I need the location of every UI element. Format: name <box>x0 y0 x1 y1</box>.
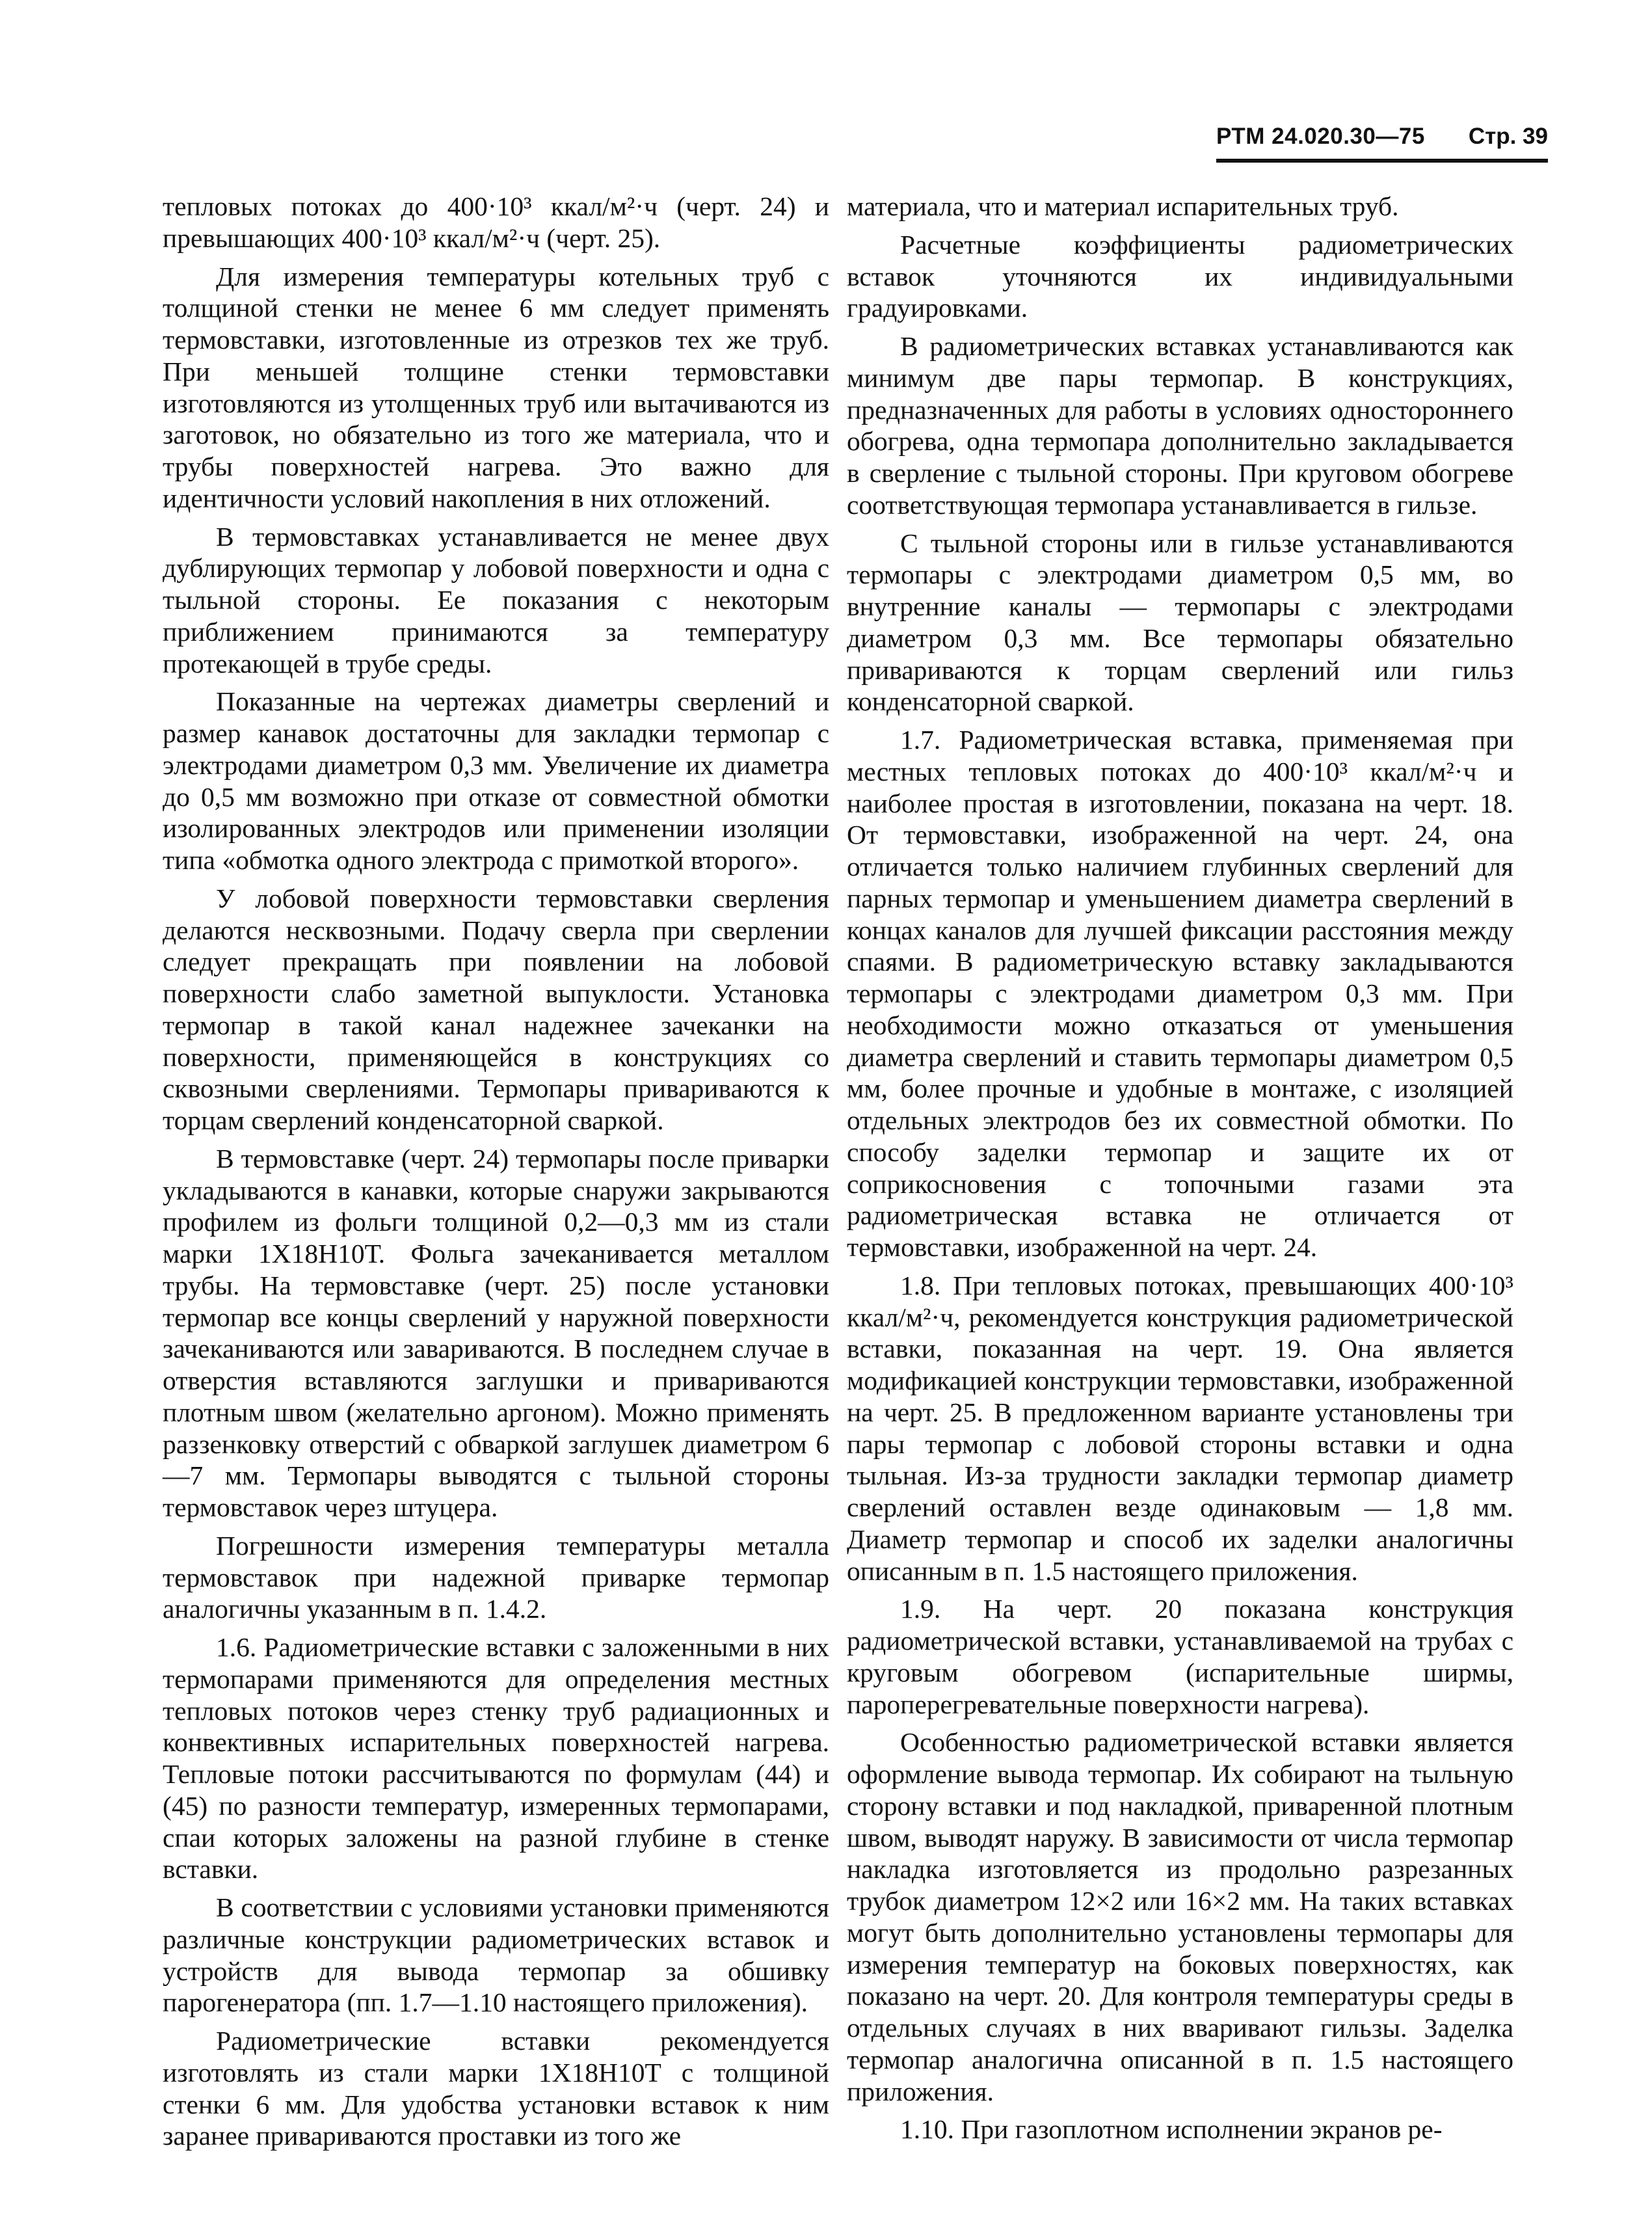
paragraph: тепловых потоках до 400·10³ ккал/м²·ч (черт. 24) и превышающих 400·10³ ккал/м²·ч (черт. 25). <box>163 191 829 253</box>
left-column <box>163 191 829 2152</box>
paragraph: В термовставке (черт. 24) термопары после приварки укладываются в канавки, которые снаружи закрываются профилем из фольги толщиной 0,2—0,3 мм из стали марки 1Х18Н10Т. Фольга зачеканивается металлом трубы. На термовставке (черт. 25) после установки термопар все концы сверлений у наружной поверхности зачеканиваются или завариваются. В последнем случае в отверстия вставляются заглушки и привариваются плотным швом (желательно аргоном). Можно применять раззенковку отверстий с обваркой заглушек диаметром 6—7 мм. Термопары выводятся с тыльной стороны термовставок через штуцера. <box>163 1143 829 1522</box>
paragraph: материала, что и материал испарительных труб. <box>847 191 1399 221</box>
paragraph: С тыльной стороны или в гильзе устанавливаются термопары с электродами диаметром 0,5 мм, во внутренние каналы — термопары с электродами диаметром 0,3 мм. Все термопары обязательно привариваются к торцам сверлений или гильз конденсаторной сваркой. <box>847 528 1513 717</box>
paragraph: Для измерения температуры котельных труб с толщиной стенки не менее 6 мм следует применять термовставки, изготовленные из отрезков тех же труб. При меньшей толщине стенки термовставки изготовляются из утолщенных труб или вытачиваются из заготовок, но обязательно из того же материала, что и трубы поверхностей нагрева. Это важно для идентичности условий накопления в них отложений. <box>163 261 829 513</box>
paragraph: 1.7. Радиометрическая вставка, применяемая при местных тепловых потоках до 400·10³ ккал/м²·ч и наиболее простая в изготовлении, показана на черт. 18. От термовставки, изображенной на черт. 24, она отличается только наличием глубинных сверлений для парных термопар и уменьшением диаметра сверлений в концах каналов для лучшей фиксации расстояния между спаями. В радиометрическую вставку закладываются термопары с электродами диаметром 0,3 мм. При необходимости можно отказаться от уменьшения диаметра сверлений и ставить термопары диаметром 0,5 мм, более прочные и удобные в монтаже, с изоляцией отдельных электродов без их совместной обмотки. По способу заделки термопар и защите их от соприкосновения с топочными газами эта радиометрическая вставка не отличается от термовставки, изображенной на черт. 24. <box>847 725 1513 1262</box>
paragraph: Радиометрические вставки рекомендуется изготовлять из стали марки 1Х18Н10Т с толщиной стенки 6 мм. Для удобства установки вставок к ним заранее привариваются проставки из того же <box>163 2026 829 2151</box>
paragraph: В соответствии с условиями установки применяются различные конструкции радиометрических вставок и устройств для вывода термопар за обшивку парогенератора (пп. 1.7—1.10 настоящего приложения). <box>163 1892 829 2018</box>
paragraph: В радиометрических вставках устанавливаются как минимум две пары термопар. В конструкциях, предназначенных для работы в условиях одностороннего обогрева, одна термопара дополнительно закладывается в сверление с тыльной стороны. При круговом обогреве соответствующая термопара устанавливается в гильзе. <box>847 331 1513 520</box>
paragraph: 1.6. Радиометрические вставки с заложенными в них термопарами применяются для определения местных тепловых потоков через стенку труб радиационных и конвективных испарительных поверхностей нагрева. Тепловые потоки рассчитываются по формулам (44) и (45) по разности температур, измеренных термопарами, спаи которых заложены на разной глубине в стенке вставки. <box>163 1632 829 1885</box>
paragraph: Расчетные коэффициенты радиометрических вставок уточняются их индивидуальными градуировками. <box>847 229 1513 323</box>
page-number: Стр. 39 <box>1468 124 1548 149</box>
document-code: РТМ 24.020.30—75 <box>1216 124 1425 149</box>
paragraph: 1.10. При газоплотном исполнении экранов ре- <box>900 2114 1443 2145</box>
paragraph: У лобовой поверхности термовставки сверления делаются несквозными. Подачу сверла при сверлении следует прекращать при появлении на лобовой поверхности слабо заметной выпуклости. Установка термопар в такой канал надежнее зачеканки на поверхности, применяющейся в конструкциях со сквозными сверлениями. Термопары привариваются к торцам сверлений конденсаторной сваркой. <box>163 883 829 1135</box>
page-header <box>1216 124 1548 163</box>
paragraph: 1.8. При тепловых потоках, превышающих 400·10³ ккал/м²·ч, рекомендуется конструкция радиометрической вставки, показанная на черт. 19. Она является модификацией конструкции термовставки, изображенной на черт. 25. В предложенном варианте установлены три пары термопар с лобовой стороны вставки и одна тыльная. Из-за трудности закладки термопар диаметр сверлений оставлен везде одинаковым — 1,8 мм. Диаметр термопар и способ их заделки аналогичны описанным в п. 1.5 настоящего приложения. <box>847 1270 1513 1586</box>
paragraph: Особенностью радиометрической вставки является оформление вывода термопар. Их собирают на тыльную сторону вставки и под накладкой, приваренной плотным швом, выводят наружу. В зависимости от числа термопар накладка изготовляется из продольно разрезанных трубок диаметром 12×2 или 16×2 мм. На таких вставках могут быть дополнительно установлены термопары для измерения температур на боковых поверхностях, как показано на черт. 20. Для контроля температуры среды в отдельных случаях в них вваривают гильзы. Заделка термопар аналогична описанной в п. 1.5 настоящего приложения. <box>847 1727 1513 2106</box>
paragraph: Погрешности измерения температуры металла термовставок при надежной приварке термопар аналогичны указанным в п. 1.4.2. <box>163 1530 829 1624</box>
paragraph: 1.9. На черт. 20 показана конструкция радиометрической вставки, устанавливаемой на трубах с круговым обогревом (испарительные ширмы, пароперегревательные поверхности нагрева). <box>847 1594 1513 1719</box>
right-column <box>847 191 1513 2145</box>
paragraph: Показанные на чертежах диаметры сверлений и размер канавок достаточны для закладки термопар с электродами диаметром 0,3 мм. Увеличение их диаметра до 0,5 мм возможно при отказе от совместной обмотки изолированных электродов или применении изоляции типа «обмотка одного электрода с примоткой второго». <box>163 686 829 875</box>
paragraph: В термовставках устанавливается не менее двух дублирующих термопар у лобовой поверхности и одна с тыльной стороны. Ее показания с некоторым приближением принимаются за температуру протекающей в трубе среды. <box>163 521 829 678</box>
